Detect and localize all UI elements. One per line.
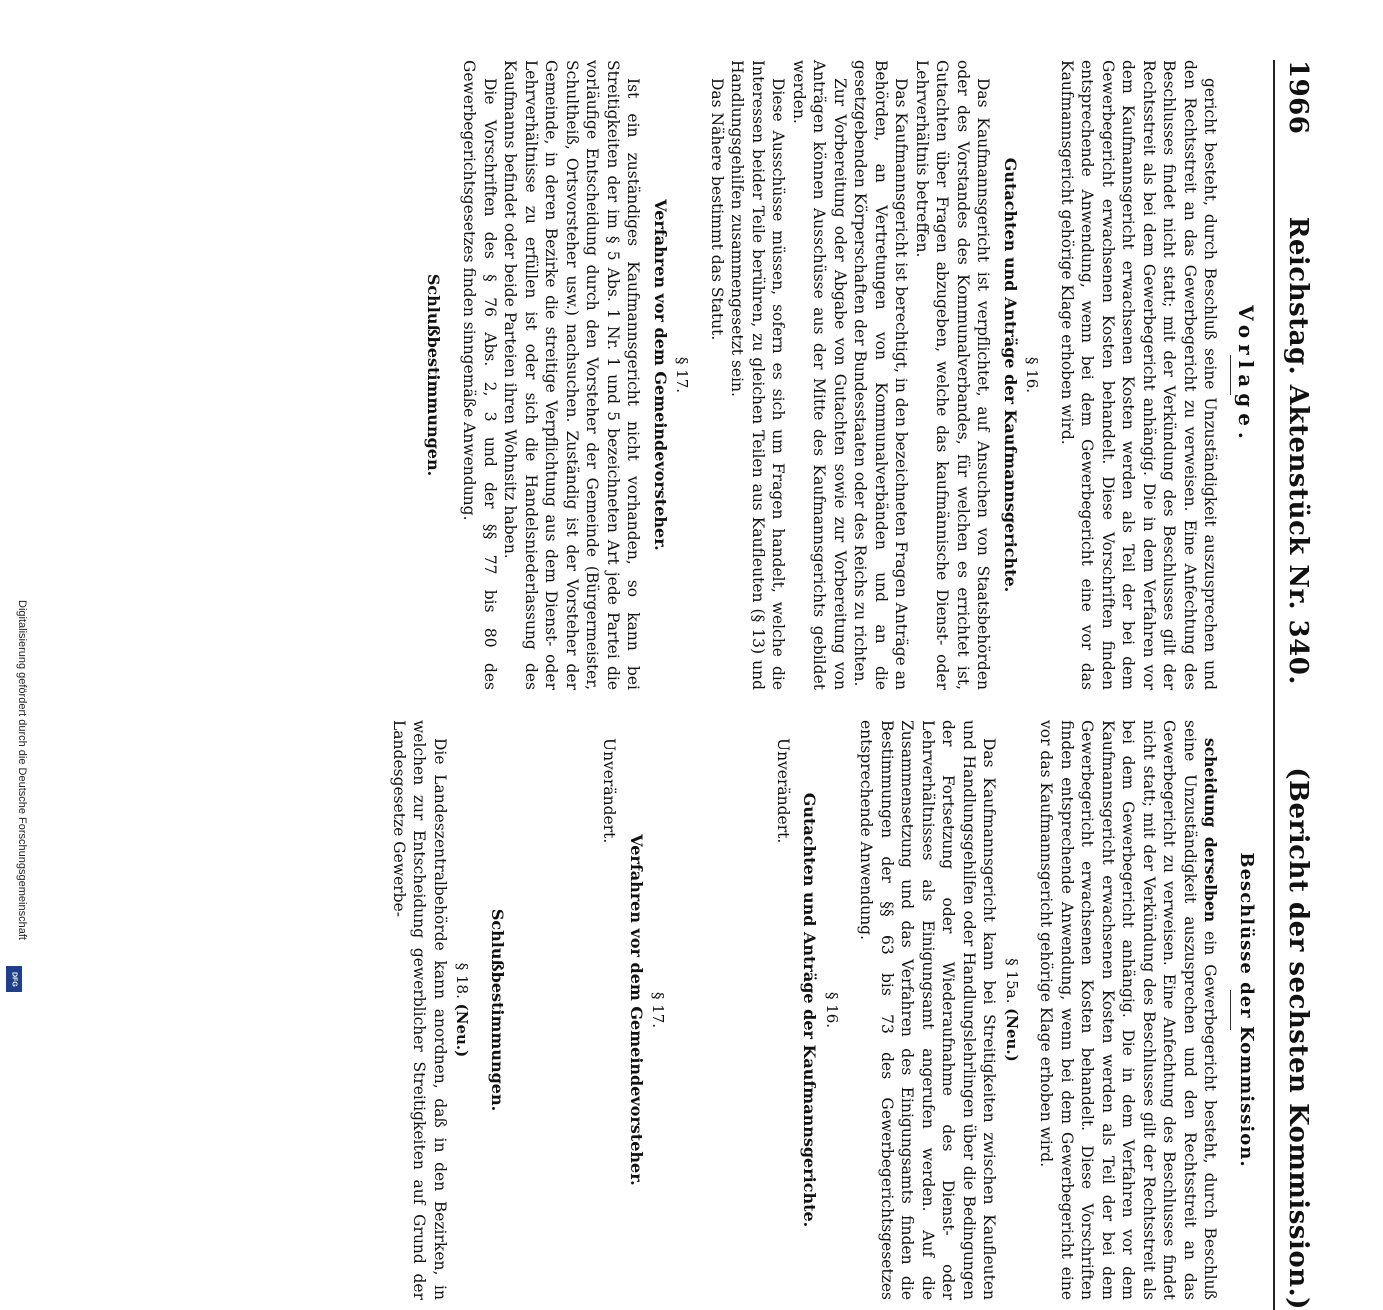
left-final-provisions-heading: Schlußbestimmungen. [424, 273, 443, 477]
right-s18-paragraph: Die Landeszentralbehörde kann anordnen, daß in den Bezirken, in welchen zur Entscheidung gewerblicher Streitigkeiten auf Grund der Landesgesetze Gewerbe- [390, 720, 449, 1300]
heading-rule [1231, 355, 1232, 395]
left-intro-paragraph: gericht besteht, durch Beschluß seine Unzuständigkeit auszusprechen und den Rechtsstreit an das Gewerbegericht zu verweisen. Eine Anfechtung des Beschlusses findet nicht statt; mit der Verkündung des Beschlusses gilt der Rechtsstreit als bei dem Gewerbegericht anhängig. Die in dem Verfahren vor dem Kaufmannsgericht erwachsenen Kosten werden als Teil der bei dem Gewerbegericht erwachsenen Kosten behandelt. Diese Vorschriften finden entsprechende Anwendung, wenn bei dem Gewerbegericht eine vor das Kaufmannsgericht gehörige Klage erhoben wird. [1058, 60, 1220, 690]
left-s17-paragraph: Ist ein zuständiges Kaufmannsgericht nicht vorhanden, so kann bei Streitigkeiten der im § 5 Abs. 1 Nr. 1 und 5 bezeichneten Art jede Partei die vorläufige Entscheidung durch den Vorsteher der Gemeinde (Bürgermeister, Schultheiß, Ortsvorsteher usw.) nachsuchen. Zuständig ist der Vorsteher der Gemeinde, in deren Bezirke die streitige Verpflichtung aus dem Dienst- oder Lehrverhältnisse zu erfüllen ist oder sich die Handelsniederlassung des Kaufmanns befindet oder beide Parteien ihren Wohnsitz haben. [501, 60, 643, 690]
right-section-17-number: § 17. [649, 991, 668, 1029]
right-section-15a-number [1002, 720, 1023, 1300]
digitization-footer [8, 0, 28, 1000]
page-subtitle: (Bericht der sechsten Kommission.) [1283, 767, 1313, 1310]
right-s16-body: Unverändert. [774, 738, 792, 844]
page-title: Reichstag. Aktenstück Nr. 340. [1283, 216, 1313, 685]
page-number: 1966 [1283, 60, 1313, 135]
right-column-heading: Beschlüsse der Kommission. [1236, 852, 1257, 1168]
right-intro-text: ein Gewerbegericht besteht, durch Beschluß seine Unzuständigkeit auszusprechen und den Rechtsstreit an das Gewerbegericht zu verweisen. Eine Anfechtung des Beschlusses findet nicht statt; mit der Verkündung des Beschlusses gilt der Rechtsstreit als bei dem Gewerbegericht anhängig. Die in dem Verfahren vor dem Kaufmannsgericht erwachsenen Kosten werden als Teil der bei dem Gewerbegericht erwachsenen Kosten behandelt. Diese Vorschriften finden entsprechende Anwendung, wenn bei dem Gewerbegericht eine vor das Kaufmannsgericht gehörige Klage erhoben wird. [1037, 720, 1220, 1300]
heading-rule [1231, 990, 1232, 1030]
left-s17-paragraph: Die Vorschriften des § 76 Abs. 2, 3 und der §§ 77 bis 80 des Gewerbegerichtsgesetzes finden sinngemäße Anwendung. [460, 60, 499, 690]
left-s16-paragraph: Das Kaufmannsgericht ist berechtigt, in den bezeichneten Fragen Anträge an Behörden, an Vertretungen von Kommunalverbänden und an die gesetzgebenden Körperschaften der Bundesstaaten oder des Reichs zu richten. [851, 60, 911, 690]
new-marker: (Neu.) [1003, 1008, 1021, 1062]
scanned-page [83, 0, 1383, 1310]
right-section-18-number [452, 720, 473, 1300]
right-s17-body: Unverändert. [600, 738, 619, 844]
left-section-16-heading: Gutachten und Anträge der Kaufmannsgerichte. [1001, 157, 1020, 593]
right-intro-bold: scheidung derselben [1201, 738, 1221, 923]
section-number: § 18. [453, 962, 472, 999]
right-section-16-heading: Gutachten und Anträge der Kaufmannsgerichte. [800, 792, 820, 1228]
left-s16-paragraph: Das Nähere bestimmt das Statut. [708, 78, 726, 341]
right-s15a-paragraph: Das Kaufmannsgericht kann bei Streitigkeiten zwischen Kaufleuten und Handlungsgehilfen oder Handlungslehrlingen über die Bedingungen der Fortsetzung oder Wiederaufnahme des Dienst- oder Lehrverhältnisses als Einigungsamt angerufen werden. Auf die Zusammensetzung und das Verfahren des Einigungsamts finden die Bestimmungen der §§ 63 bis 73 des Gewerbegerichtsgesetzes entsprechende Anwendung. [857, 720, 999, 1300]
left-s16-paragraph: Das Kaufmannsgericht ist verpflichtet, auf Ansuchen von Staatsbehörden oder des Vorstandes des Kommunalverbandes, für welchen es errichtet ist, Gutachten über Fragen abzugeben, welche das kaufmännische Dienst- oder Lehrverhältnis betreffen. [913, 60, 993, 690]
left-section-17-heading: Verfahren vor dem Gemeindevorsteher. [651, 199, 670, 551]
new-marker: (Neu.) [453, 1003, 472, 1058]
right-intro-paragraph [1036, 720, 1221, 1300]
left-section-17-number: § 17. [673, 356, 692, 394]
left-s16-paragraph: Zur Vorbereitung oder Abgabe von Gutachten sowie zur Vorbereitung von Anträgen können Ausschüsse aus der Mitte des Kaufmannsgerichts gebildet werden. [790, 60, 849, 690]
right-section-16-number: § 16. [823, 991, 841, 1029]
page-header [1283, 60, 1313, 1310]
dfg-logo: DFG [6, 966, 22, 992]
right-final-provisions-heading: Schlußbestimmungen. [488, 908, 507, 1112]
funding-note: Digitalisierung gefördert durch die Deutsche Forschungsgemeinschaft [16, 600, 28, 940]
left-column [417, 60, 1269, 690]
left-s16-paragraph: Diese Ausschüsse müssen, sofern es sich um Fragen handelt, welche die Interessen beider Teile berühren, zu gleichen Teilen aus Kaufleuten (§ 13) und Handlungsgehilfen zusammengesetzt sein. [728, 60, 788, 690]
right-column [389, 720, 1269, 1300]
header-rule [1273, 60, 1275, 1310]
left-section-16-number: § 16. [1023, 356, 1042, 394]
right-section-17-heading: Verfahren vor dem Gemeindevorsteher. [627, 834, 646, 1186]
left-column-heading: Vorlage. [1234, 305, 1258, 445]
section-number: § 15a. [1003, 958, 1021, 1004]
